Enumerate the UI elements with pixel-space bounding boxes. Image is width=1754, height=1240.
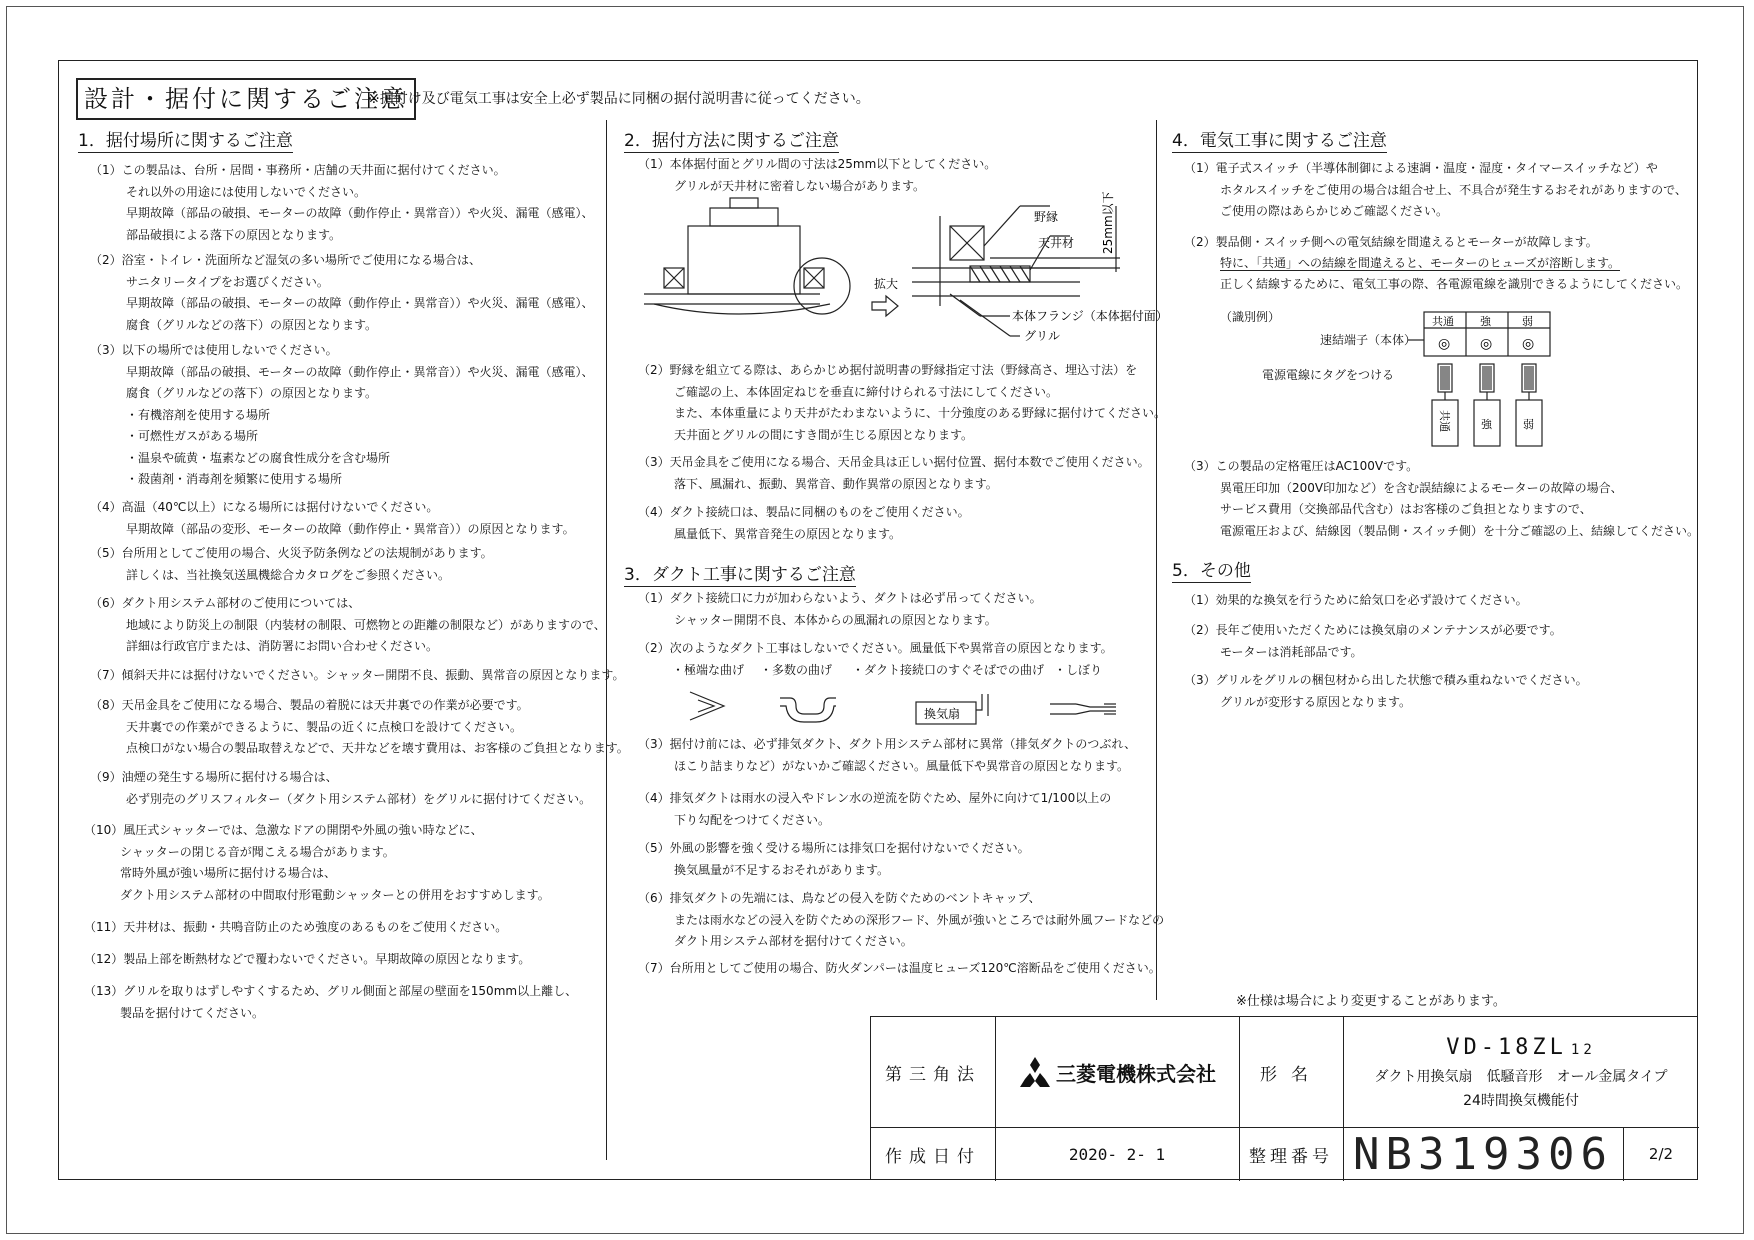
s4-item-2-line2 bbox=[1184, 253, 1620, 275]
s4-item-1: （1）電子式スイッチ（半導体制御による速調・温度・湿度・タイマースイッチなど）や ホタルスイッチをご使用の場合は組合せ上、不具合が発生するおそれがありますので、 ご使用の際はあらかじめご確認ください。 bbox=[1184, 161, 1687, 218]
s4-item-2-line1: （2）製品側・スイッチ側への電気結線を間違えるとモーターが故障します。 bbox=[1184, 235, 1598, 249]
model-desc-1: ダクト用換気扇 低騒音形 オール金属タイプ bbox=[1374, 1068, 1668, 1085]
terminal-symbol-2: ◎ bbox=[1480, 336, 1493, 352]
mitsubishi-logo-icon bbox=[1018, 1057, 1052, 1087]
terminal-label: 速結端子（本体） bbox=[1320, 333, 1417, 347]
page-title: 設計・据付に関するご注意 bbox=[76, 78, 416, 120]
spec-note: ※仕様は場合により変更することがあります。 bbox=[1236, 994, 1506, 1009]
label-dim: 25mm以下 bbox=[1101, 191, 1115, 254]
section4-heading: 4．電気工事に関するご注意 bbox=[1172, 126, 1387, 153]
wiring-example-label: （識別例） bbox=[1220, 310, 1281, 324]
terminal-head-weak: 弱 bbox=[1522, 315, 1533, 328]
date-value: 2020- 2- 1 bbox=[1068, 1144, 1166, 1164]
s3-item-5: （5）外風の影響を強く受ける場所には排気口を据付けないでください。 換気風量が不足するおそれがあります。 bbox=[638, 841, 1030, 877]
model-cell bbox=[1343, 1017, 1699, 1127]
terminal-head-common: 共通 bbox=[1432, 315, 1454, 328]
s2-item-2: （2）野縁を組立てる際は、あらかじめ据付説明書の野縁指定寸法（野縁高さ、埋込寸法）を ご確認の上、本体固定ねじを垂直に締付けられる寸法にしてください。 また、本体重量により天井がたわまないように、十分強度のある野縁に据付けてください。 天井面とグリルの間にすき間が生じる原因となります。 bbox=[638, 363, 1167, 442]
fan-label: 換気扇 bbox=[924, 707, 961, 721]
column-divider-1 bbox=[606, 120, 607, 1160]
s1-item-1: （1）この製品は、台所・居間・事務所・店舗の天井面に据付けてください。 それ以外の用途には使用しないでください。 早期故障（部品の破損、モーターの故障（動作停止・異常音））や火災、漏電（感電）、 部品破損による落下の原因となります。 bbox=[90, 163, 594, 242]
s5-item-3: （3）グリルをグリルの梱包材から出した状態で積み重ねないでください。 グリルが変形する原因となります。 bbox=[1184, 673, 1588, 709]
s2-item-3: （3）天吊金具をご使用になる場合、天吊金具は正しい据付位置、据付本数でご使用ください。 落下、風漏れ、振動、異常音、動作異常の原因となります。 bbox=[638, 455, 1150, 491]
terminal-head-strong: 強 bbox=[1480, 315, 1491, 328]
column-divider-2 bbox=[1156, 120, 1157, 1000]
s1-item-5: （5）台所用としてご使用の場合、火災予防条例などの法規制があります。 詳しくは、当社換気送風機総合カタログをご参照ください。 bbox=[90, 546, 493, 582]
company-name: 三菱電機株式会社 bbox=[1056, 1061, 1216, 1086]
s3-item-3: （3）据付け前には、必ず排気ダクト、ダクト用システム部材に異常（排気ダクトのつぶれ、 ほこり詰まりなど）がないかご確認ください。風量低下や異常音の原因となります。 bbox=[638, 737, 1137, 773]
s4-item-3: （3）この製品の定格電圧はAC100Vです。 異電圧印加（200V印加など）を含む誤結線によるモーターの故障の場合、 サービス費用（交換部品代含む）はお客様のご負担となりますので、 電源電圧および、結線図（製品側・スイッチ側）を十分ご確認の上、結線してください。 bbox=[1184, 459, 1700, 538]
s3-item-1: （1）ダクト接続口に力が加わらないよう、ダクトは必ず吊ってください。 シャッター開閉不良、本体からの風漏れの原因となります。 bbox=[638, 591, 1042, 627]
terminal-symbol-1: ◎ bbox=[1438, 336, 1451, 352]
bad-duct-label-1: ・極端な曲げ bbox=[672, 663, 745, 677]
s1-item-3: （3）以下の場所では使用しないでください。 早期故障（部品の破損、モーターの故障（動作停止・異常音））や火災、漏電（感電）、 腐食（グリルなどの落下）の原因となります。 ・有機溶剤を使用する場所 ・可燃性ガスがある場所 ・温泉や硫黄・塩素などの腐食性成分を含む場所 ・殺菌剤・消毒剤を頻繁に使用する場所 bbox=[90, 343, 594, 486]
wiring-diagram bbox=[1410, 310, 1560, 450]
number-label: 整理番号 bbox=[1249, 1146, 1333, 1167]
drawing-number: NB319306 bbox=[1353, 1128, 1613, 1180]
label-grill: グリル bbox=[1024, 329, 1061, 343]
s2-item-4: （4）ダクト接続口は、製品に同梱のものをご使用ください。 風量低下、異常音発生の原因となります。 bbox=[638, 505, 970, 541]
label-noen: 野縁 bbox=[1034, 210, 1059, 224]
s4-item-2-line2-text: 特に、「共通」への結線を間違えると、モーターのヒューズが溶断します。 bbox=[1220, 256, 1620, 270]
label-kakudai: 拡大 bbox=[874, 277, 899, 291]
installation-diagram bbox=[640, 191, 1168, 356]
model-number-row bbox=[1446, 1035, 1596, 1060]
tag-label: 電源電線にタグをつける bbox=[1262, 368, 1395, 382]
s1-item-12: （12）製品上部を断熱材などで覆わないでください。早期故障の原因となります。 bbox=[84, 952, 531, 966]
s1-item-7: （7）傾斜天井には据付けないでください。シャッター開閉不良、振動、異常音の原因となります。 bbox=[90, 668, 625, 682]
section2-heading: 2．据付方法に関するご注意 bbox=[624, 126, 839, 153]
company-cell bbox=[995, 1017, 1239, 1127]
section5-heading: 5．その他 bbox=[1172, 556, 1251, 583]
s3-item-4: （4）排気ダクトは雨水の浸入やドレン水の逆流を防ぐため、屋外に向けて1/100以上の 下り勾配をつけてください。 bbox=[638, 791, 1112, 827]
s5-item-2: （2）長年ご使用いただくためには換気扇のメンテナンスが必要です。 モーターは消耗部品です。 bbox=[1184, 623, 1562, 659]
section3-heading: 3．ダクト工事に関するご注意 bbox=[624, 560, 856, 587]
s1-item-9: （9）油煙の発生する場所に据付ける場合は、 必ず別売のグリスフィルター（ダクト用システム部材）をグリルに据付けてください。 bbox=[90, 770, 592, 806]
s1-item-6: （6）ダクト用システム部材のご使用については、 地域により防災上の制限（内装材の制限、可燃物との距離の制限など）がありますので、 詳細は行政官庁または、消防署にお問い合わせください。 bbox=[90, 596, 606, 653]
date-label: 作成日付 bbox=[885, 1146, 981, 1167]
projection-label: 第三角法 bbox=[885, 1064, 981, 1085]
tag-weak: 弱 bbox=[1523, 418, 1534, 431]
terminal-symbol-3: ◎ bbox=[1522, 336, 1535, 352]
page-number: 2/2 bbox=[1648, 1145, 1674, 1163]
tag-strong: 強 bbox=[1481, 418, 1492, 431]
model-label: 形名 bbox=[1260, 1064, 1322, 1085]
model-number: VD-18ZL bbox=[1446, 1034, 1567, 1060]
label-tenjo: 天井材 bbox=[1038, 236, 1075, 250]
s4-item-2-line3: 正しく結線するために、電気工事の際、各電源電線を識別できるようにしてください。 bbox=[1220, 277, 1689, 291]
tag-common: 共通 bbox=[1438, 410, 1451, 432]
s3-item-2: （2）次のようなダクト工事はしないでください。風量低下や異常音の原因となります。 bbox=[638, 641, 1113, 655]
model-desc-2: 24時間換気機能付 bbox=[1463, 1092, 1579, 1109]
s1-item-11: （11）天井材は、振動・共鳴音防止のため強度のあるものをご使用ください。 bbox=[84, 920, 508, 934]
s1-item-10: （10）風圧式シャッターでは、急激なドアの開閉や外風の強い時などに、 シャッターの閉じる音が聞こえる場合があります。 常時外風が強い場所に据付ける場合は、 ダクト用システム部材の中間取付形電動シャッターとの併用をおすすめします。 bbox=[84, 823, 550, 902]
s1-item-8: （8）天吊金具をご使用になる場合、製品の着脱には天井裏での作業が必要です。 天井裏での作業ができるように、製品の近くに点検口を設けてください。 点検口がない場合の製品取替えなどで、天井などを壊す費用は、お客様のご負担となります。 bbox=[90, 698, 629, 755]
s5-item-1: （1）効果的な換気を行うために給気口を必ず設けてください。 bbox=[1184, 593, 1528, 607]
s2-item-1: （1）本体据付面とグリル間の寸法は25mm以下としてください。 グリルが天井材に密着しない場合があります。 bbox=[638, 157, 997, 193]
bad-duct-label-4: ・しぼり bbox=[1054, 663, 1103, 677]
bad-duct-label-3: ・ダクト接続口のすぐそばでの曲げ bbox=[852, 663, 1045, 677]
s1-item-13: （13）グリルを取りはずしやすくするため、グリル側面と部屋の壁面を150mm以上離し、 製品を据付けてください。 bbox=[84, 984, 578, 1020]
title-block bbox=[870, 1016, 1698, 1180]
s3-item-6: （6）排気ダクトの先端には、鳥などの侵入を防ぐためのベントキャップ、 または雨水などの浸入を防ぐための深形フード、外風が強いところでは耐外風フードなどの ダクト用システム部材を据付けてください。 bbox=[638, 891, 1165, 948]
s3-item-7: （7）台所用としてご使用の場合、防火ダンパーは温度ヒューズ120℃溶断品をご使用ください。 bbox=[638, 961, 1161, 975]
model-suffix: 12 bbox=[1570, 1041, 1596, 1058]
bad-duct-diagram bbox=[680, 684, 1130, 730]
section1-heading: 1．据付場所に関するご注意 bbox=[78, 126, 293, 153]
label-flange: 本体フランジ（本体据付面） bbox=[1012, 309, 1168, 323]
s1-item-4: （4）高温（40℃以上）になる場所には据付けないでください。 早期故障（部品の変形、モーターの故障（動作停止・異常音））の原因となります。 bbox=[90, 500, 575, 536]
header-note: ※据付け及び電気工事は安全上必ず製品に同梱の据付説明書に従ってください。 bbox=[368, 91, 870, 107]
bad-duct-label-2: ・多数の曲げ bbox=[760, 663, 833, 677]
s1-item-2: （2）浴室・トイレ・洗面所など湿気の多い場所でご使用になる場合は、 サニタリータイプをお選びください。 早期故障（部品の破損、モーターの故障（動作停止・異常音））や火災、漏電（感電）、 腐食（グリルなどの落下）の原因となります。 bbox=[90, 253, 594, 332]
